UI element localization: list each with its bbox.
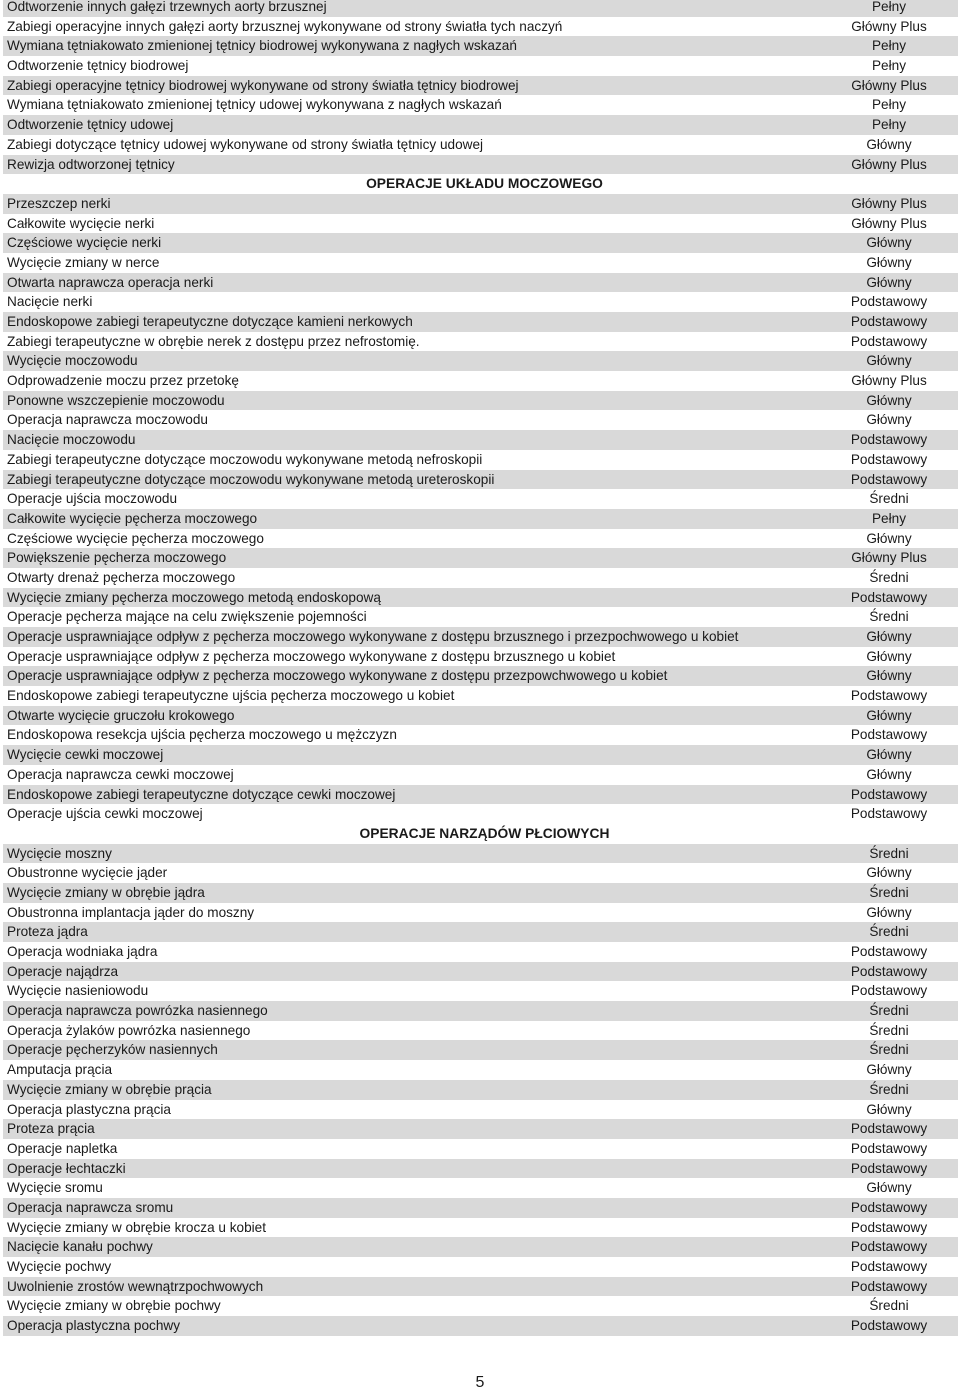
procedure-category: Główny <box>866 274 912 290</box>
procedure-name: Otwarte wycięcie gruczołu krokowego <box>7 707 235 723</box>
procedure-category: Podstawowy <box>850 1121 928 1137</box>
procedure-name: Operacje najądrza <box>7 963 119 979</box>
table-row <box>3 529 958 549</box>
table-row <box>3 391 958 411</box>
procedure-name: Zabiegi dotyczące tętnicy udowej wykonywane od strony światła tętnicy udowej <box>7 136 484 152</box>
procedure-name: Rewizja odtworzonej tętnicy <box>7 156 175 172</box>
table-row <box>3 1001 958 1021</box>
procedure-name: Wycięcie pochwy <box>7 1259 112 1274</box>
table-row <box>3 95 958 115</box>
procedure-name: Operacje ujścia cewki moczowej <box>7 806 203 822</box>
procedure-category: Główny <box>866 1101 912 1117</box>
procedure-category: Podstawowy <box>850 786 928 802</box>
procedure-category: Główny Plus <box>851 215 927 231</box>
table-row <box>3 863 958 883</box>
table-row <box>3 1159 958 1179</box>
procedure-category: Główny <box>866 1062 912 1078</box>
procedure-category: Główny <box>866 629 912 644</box>
procedure-category: Średni <box>869 1022 909 1038</box>
procedure-name: Wycięcie zmiany w obrębie prącia <box>7 1081 212 1097</box>
procedure-name: Wycięcie zmiany w nerce <box>7 254 160 270</box>
table-row <box>3 76 958 96</box>
section-header-text: OPERACJE UKŁADU MOCZOWEGO <box>366 176 603 192</box>
table-row <box>3 351 958 371</box>
procedure-category: Pełny <box>871 97 906 113</box>
procedure-name: Operacje napletka <box>7 1140 118 1156</box>
table-row <box>3 214 958 234</box>
procedure-name: Operacje usprawniające odpływ z pęcherza moczowego wykonywane z dostępu brzusznego u kobiet <box>7 648 616 664</box>
procedure-name: Nacięcie kanału pochwy <box>7 1239 153 1255</box>
table-row <box>3 1316 958 1336</box>
table-row <box>3 1119 958 1139</box>
table-row <box>3 1218 958 1238</box>
table-row <box>3 903 958 923</box>
procedure-name: Wycięcie zmiany w obrębie krocza u kobiet <box>7 1219 267 1235</box>
table-row <box>3 745 958 765</box>
procedure-category: Podstawowy <box>850 432 928 448</box>
procedure-category: Główny <box>866 136 912 152</box>
table-row <box>3 765 958 785</box>
procedure-name: Nacięcie nerki <box>7 294 93 310</box>
procedure-category: Główny <box>866 254 912 270</box>
procedure-category: Pełny <box>871 38 906 54</box>
procedure-name: Odprowadzenie moczu przez przetokę <box>7 373 239 389</box>
table-row <box>3 1060 958 1080</box>
procedure-category: Główny <box>866 668 912 684</box>
procedure-name: Całkowite wycięcie pęcherza moczowego <box>7 510 258 526</box>
table-row <box>3 1296 958 1316</box>
table-row <box>3 548 958 568</box>
table-row <box>3 942 958 962</box>
procedure-name: Przeszczep nerki <box>7 195 111 211</box>
procedure-category: Podstawowy <box>850 1318 928 1334</box>
procedure-category: Podstawowy <box>850 963 928 979</box>
procedure-name: Endoskopowe zabiegi terapeutyczne ujścia pęcherza moczowego u kobiet <box>7 688 455 704</box>
procedure-category: Pełny <box>871 117 906 133</box>
table-row <box>3 430 958 450</box>
procedure-category: Podstawowy <box>850 1219 928 1235</box>
table-row <box>3 1178 958 1198</box>
procedure-name: Operacje usprawniające odpływ z pęcherza moczowego wykonywane z dostępu przezpowchwowego u kobiet <box>7 668 668 684</box>
procedure-category: Pełny <box>871 58 906 74</box>
procedure-name: Operacja naprawcza sromu <box>7 1199 174 1215</box>
procedure-name: Uwolnienie zrostów wewnątrzpochwowych <box>7 1278 264 1294</box>
procedure-category: Podstawowy <box>850 727 928 743</box>
procedure-category: Podstawowy <box>850 944 928 959</box>
table-row <box>3 36 958 56</box>
procedure-name: Nacięcie moczowodu <box>7 432 136 448</box>
procedure-name: Endoskopowe zabiegi terapeutyczne dotyczące kamieni nerkowych <box>7 314 413 329</box>
procedure-category: Średni <box>869 1081 909 1097</box>
procedure-category: Główny <box>866 865 912 881</box>
procedure-category: Główny <box>866 747 912 763</box>
procedure-name: Wycięcie moczowodu <box>7 353 138 369</box>
procedure-name: Odtworzenie tętnicy udowej <box>7 117 174 133</box>
table-row <box>3 686 958 706</box>
procedure-name: Wycięcie nasieniowodu <box>7 983 149 999</box>
procedure-category: Główny <box>866 235 912 251</box>
procedure-name: Operacje pęcherza mające na celu zwiększenie pojemności <box>7 609 367 625</box>
procedure-name: Częściowe wycięcie pęcherza moczowego <box>7 530 264 546</box>
procedure-name: Zabiegi terapeutyczne dotyczące moczowodu wykonywane metodą nefroskopii <box>7 451 483 467</box>
procedure-category: Główny Plus <box>851 77 927 93</box>
procedure-name: Wycięcie sromu <box>7 1180 103 1196</box>
procedure-category: Podstawowy <box>850 333 928 349</box>
procedure-name: Operacja żylaków powrózka nasiennego <box>7 1022 251 1038</box>
table-row <box>3 509 958 529</box>
procedure-category: Średni <box>869 845 909 861</box>
procedure-name: Endoskopowe zabiegi terapeutyczne dotyczące cewki moczowej <box>7 786 396 802</box>
procedure-name: Operacja naprawcza moczowodu <box>7 412 208 428</box>
procedure-category: Średni <box>869 1042 909 1058</box>
procedure-category: Główny <box>866 707 912 723</box>
table-row <box>3 233 958 253</box>
procedure-category: Podstawowy <box>850 589 928 605</box>
table-row <box>3 371 958 391</box>
procedure-category: Podstawowy <box>850 1140 928 1156</box>
section-header <box>3 824 958 844</box>
procedure-category: Podstawowy <box>850 314 928 329</box>
table-row <box>3 135 958 155</box>
procedure-category: Główny <box>866 412 912 428</box>
procedure-name: Operacje łechtaczki <box>7 1160 126 1176</box>
page-number: 5 <box>475 1374 485 1391</box>
procedure-category: Podstawowy <box>850 294 928 310</box>
procedure-category: Średni <box>869 884 909 900</box>
procedure-category: Średni <box>869 1003 909 1019</box>
procedure-category: Podstawowy <box>850 983 928 999</box>
procedure-name: Odtworzenie innych gałęzi trzewnych aorty brzusznej <box>7 0 327 14</box>
table-row <box>3 489 958 509</box>
table-row <box>3 1198 958 1218</box>
table-row <box>3 17 958 37</box>
procedure-category: Główny <box>866 904 912 920</box>
table-row <box>3 450 958 470</box>
procedure-table <box>3 0 958 1336</box>
procedure-name: Zabiegi terapeutyczne dotyczące moczowodu wykonywane metodą ureteroskopii <box>7 471 495 487</box>
table-row <box>3 1080 958 1100</box>
table-row <box>3 470 958 490</box>
table-row <box>3 666 958 686</box>
procedure-category: Pełny <box>871 0 906 14</box>
procedure-name: Odtworzenie tętnicy biodrowej <box>7 58 189 74</box>
table-row <box>3 844 958 864</box>
table-row <box>3 1237 958 1257</box>
procedure-category: Główny <box>866 766 912 782</box>
table-row <box>3 568 958 588</box>
table-row <box>3 115 958 135</box>
procedure-name: Wycięcie zmiany w obrębie jądra <box>7 884 205 900</box>
procedure-name: Wycięcie cewki moczowej <box>7 747 164 763</box>
table-row <box>3 922 958 942</box>
procedure-name: Wycięcie moszny <box>7 845 112 861</box>
procedure-category: Średni <box>869 569 909 585</box>
procedure-name: Operacje usprawniające odpływ z pęcherza moczowego wykonywane z dostępu brzusznego i przezpochwowego u kobiet <box>7 629 739 644</box>
procedure-category: Podstawowy <box>850 471 928 487</box>
table-row <box>3 155 958 175</box>
table-row <box>3 56 958 76</box>
procedure-category: Pełny <box>871 510 906 526</box>
procedure-name: Obustronna implantacja jąder do moszny <box>7 904 255 920</box>
table-row <box>3 647 958 667</box>
procedure-name: Amputacja prącia <box>7 1062 113 1078</box>
procedure-name: Operacja plastyczna pochwy <box>7 1318 181 1334</box>
procedure-category: Podstawowy <box>850 806 928 822</box>
table-row <box>3 1100 958 1120</box>
procedure-category: Podstawowy <box>850 688 928 704</box>
procedure-category: Główny <box>866 1180 912 1196</box>
table-row <box>3 627 958 647</box>
procedure-category: Podstawowy <box>850 1160 928 1176</box>
procedure-name: Operacje ujścia moczowodu <box>7 491 178 507</box>
procedure-name: Operacje pęcherzyków nasiennych <box>7 1042 218 1058</box>
table-row <box>3 981 958 1001</box>
procedure-name: Wymiana tętniakowato zmienionej tętnicy udowej wykonywana z nagłych wskazań <box>7 97 502 113</box>
procedure-category: Średni <box>869 1298 909 1314</box>
procedure-category: Główny Plus <box>851 156 927 172</box>
table-row <box>3 312 958 332</box>
procedure-name: Zabiegi operacyjne tętnicy biodrowej wykonywane od strony światła tętnicy biodrowej <box>7 77 519 93</box>
table-row <box>3 1277 958 1297</box>
table-row <box>3 194 958 214</box>
procedure-name: Wycięcie zmiany pęcherza moczowego metodą endoskopową <box>7 589 381 605</box>
procedure-category: Podstawowy <box>850 1278 928 1294</box>
procedure-name: Ponowne wszczepienie moczowodu <box>7 392 225 408</box>
procedure-name: Proteza prącia <box>7 1121 95 1137</box>
table-row <box>3 1139 958 1159</box>
procedure-name: Operacja wodniaka jądra <box>7 944 158 959</box>
procedure-category: Podstawowy <box>850 1239 928 1255</box>
procedure-category: Średni <box>869 924 909 940</box>
table-row <box>3 253 958 273</box>
table-row <box>3 883 958 903</box>
procedure-name: Całkowite wycięcie nerki <box>7 215 155 231</box>
procedure-name: Otwarta naprawcza operacja nerki <box>7 274 214 290</box>
procedure-category: Średni <box>869 491 909 507</box>
table-row <box>3 725 958 745</box>
table-row <box>3 804 958 824</box>
procedure-category: Średni <box>869 609 909 625</box>
table-row <box>3 706 958 726</box>
table-row <box>3 292 958 312</box>
procedure-category: Główny Plus <box>851 18 927 34</box>
procedure-category: Główny Plus <box>851 373 927 389</box>
table-row <box>3 0 958 17</box>
procedure-category: Główny <box>866 530 912 546</box>
procedure-name: Endoskopowa resekcja ujścia pęcherza moczowego u mężczyzn <box>7 727 397 743</box>
table-row <box>3 1257 958 1277</box>
procedure-category: Główny <box>866 353 912 369</box>
procedure-name: Proteza jądra <box>7 924 88 940</box>
section-header <box>3 174 958 194</box>
procedure-category: Główny Plus <box>851 550 927 566</box>
table-row <box>3 607 958 627</box>
procedure-name: Częściowe wycięcie nerki <box>7 235 162 251</box>
section-header-text: OPERACJE NARZĄDÓW PŁCIOWYCH <box>359 825 610 841</box>
table-row <box>3 1021 958 1041</box>
procedure-category: Główny <box>866 648 912 664</box>
table-row <box>3 410 958 430</box>
table-row <box>3 785 958 805</box>
procedure-name: Otwarty drenaż pęcherza moczowego <box>7 569 236 585</box>
table-row <box>3 332 958 352</box>
procedure-category: Podstawowy <box>850 1259 928 1274</box>
procedure-name: Zabiegi operacyjne innych gałęzi aorty brzusznej wykonywane od strony światła tych naczyń <box>7 18 563 34</box>
table-row <box>3 962 958 982</box>
procedure-category: Główny <box>866 392 912 408</box>
procedure-name: Powiększenie pęcherza moczowego <box>7 550 227 566</box>
procedure-name: Operacja naprawcza powrózka nasiennego <box>7 1003 268 1019</box>
procedure-category: Główny Plus <box>851 195 927 211</box>
table-row <box>3 1040 958 1060</box>
table-row <box>3 588 958 608</box>
procedure-name: Operacja naprawcza cewki moczowej <box>7 766 234 782</box>
procedure-name: Operacja plastyczna prącia <box>7 1101 171 1117</box>
procedure-category: Podstawowy <box>850 1199 928 1215</box>
procedure-category: Podstawowy <box>850 451 928 467</box>
procedure-name: Obustronne wycięcie jąder <box>7 865 168 881</box>
procedure-name: Zabiegi terapeutyczne w obrębie nerek z dostępu przez nefrostomię. <box>7 333 420 349</box>
table-row <box>3 273 958 293</box>
procedure-name: Wymiana tętniakowato zmienionej tętnicy biodrowej wykonywana z nagłych wskazań <box>7 38 517 54</box>
procedure-name: Wycięcie zmiany w obrębie pochwy <box>7 1298 221 1314</box>
